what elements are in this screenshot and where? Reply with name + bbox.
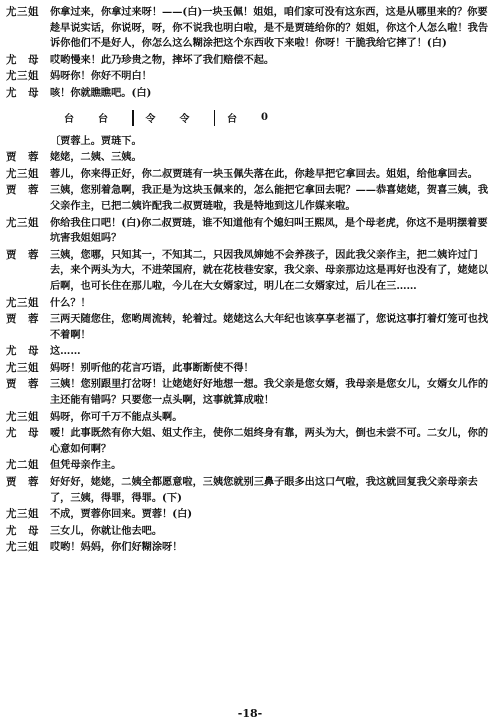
- dialogue-line: [6, 69, 492, 85]
- line-text: 但凭母亲作主。: [50, 459, 122, 472]
- line-text: 你拿过来，你拿过来呀！——(白)一块玉佩！姐姐，咱们家可没有这东西，这是从哪里来的？你要趁早说实话，你说呀，呀，你不说我也明白啦，是不是贾琏给你的？姐姐，你这个人怎么啦！我告诉你他们不是好人，你怎么这么糊涂把这个东西收下来啦！你呀！干脆我给它摔了！(白): [50, 6, 489, 50]
- dialogue-line: [6, 540, 492, 556]
- line-text: 咳！你就瞧瞧吧。(白): [50, 86, 152, 99]
- line-text: 嗳！此事既然有你大姐、姐丈作主，使你二姐终身有靠，两头为大，倒也未尝不可。二女儿，你的心意如何啊？: [50, 427, 489, 455]
- speaker: 尤二姐: [6, 459, 39, 472]
- line-text: 什么？！: [50, 296, 91, 309]
- dialogue-line: [6, 5, 492, 52]
- dialogue-line: [6, 475, 492, 506]
- dialogue-line: [6, 524, 492, 540]
- dialogue-line: [6, 458, 492, 474]
- dialogue-line: [6, 296, 492, 312]
- bar-line: [132, 110, 134, 126]
- dialogue-line: [6, 312, 492, 343]
- dialogue-line: [6, 426, 492, 457]
- dialogue-line: [6, 410, 492, 426]
- dialogue-line: [6, 86, 492, 102]
- line-text: 好好好，姥姥，二姨全都愿意啦，三姨您就别三鼻子眼多出这口气啦，我这就回复我父亲母亲去了，三姨，得罪，得罪。(下): [50, 476, 478, 504]
- speaker: 贾 蓉: [6, 378, 39, 391]
- speaker: 贾 蓉: [6, 184, 39, 197]
- line-text: 妈呀，你可千万不能点头啊。: [50, 410, 183, 423]
- speaker: 尤三姐: [6, 216, 39, 229]
- speaker: 贾 蓉: [6, 248, 39, 261]
- bar-line: [214, 110, 216, 126]
- dialogue-line: [6, 361, 492, 377]
- speaker: 尤三姐: [6, 296, 39, 309]
- line-text: 三姨，您别着急啊，我正是为这块玉佩来的，怎么能把它拿回去呢？——恭喜姥姥，贺喜三姨，我父亲作主，已把二姨许配我二叔贾琏啦，我是特地到这儿作媒来啦。: [50, 184, 489, 212]
- line-text: 哎哟！妈妈，你们好糊涂呀！: [50, 541, 183, 554]
- speaker: 尤 母: [6, 345, 39, 358]
- dialogue-line: [6, 150, 492, 166]
- dialogue-line: [6, 183, 492, 214]
- speaker: 尤三姐: [6, 541, 39, 554]
- page-number: -18-: [237, 707, 263, 720]
- line-text: 哎哟慢来！此乃珍贵之物，摔坏了我们赔偿不起。: [50, 53, 275, 66]
- dialogue-line: [6, 53, 492, 69]
- line-text: 这……: [50, 345, 81, 358]
- dialogue-block-1: [6, 5, 492, 102]
- music-beat: 台: [98, 114, 108, 126]
- music-beat: 台: [227, 114, 237, 126]
- speaker: 尤三姐: [6, 410, 39, 423]
- speaker: 尤三姐: [6, 6, 39, 18]
- line-text: 蓉儿，你来得正好，你二叔贾琏有一块玉佩失落在此，你趁早把它拿回去。姐姐，给他拿回去。: [50, 167, 478, 180]
- speaker: 贾 蓉: [6, 151, 39, 164]
- dialogue-line: [6, 248, 492, 295]
- line-text: 不成，贾蓉你回来。贾蓉！(白): [50, 508, 193, 521]
- music-beat: 令: [145, 114, 156, 126]
- speaker: 尤 母: [6, 86, 39, 99]
- line-text: 妈呀你！你好不明白！: [50, 70, 152, 83]
- speaker: 贾 蓉: [6, 313, 39, 326]
- speaker: 尤 母: [6, 524, 39, 537]
- line-text: 妈呀！别听他的花言巧语，此事断断使不得！: [50, 361, 254, 374]
- music-beat: 台: [64, 114, 74, 126]
- speaker: 尤 母: [6, 427, 39, 440]
- speaker: 尤三姐: [6, 508, 39, 521]
- dialogue-block-2: [6, 150, 492, 556]
- line-text: 三姨！您别跟里打岔呀！让姥姥好好地想一想。我父亲是您女婿，我母亲是您女儿，女婿女儿作的主还能有错吗？只要您一点头啊，这事就算成啦！: [50, 378, 489, 407]
- music-beat: 令: [179, 114, 190, 126]
- speaker: 尤三姐: [6, 70, 39, 83]
- dialogue-line: [6, 507, 492, 523]
- line-text: 三女儿，你就让他去吧。: [50, 524, 163, 537]
- speaker: 尤三姐: [6, 361, 39, 374]
- dialogue-line: [6, 216, 492, 247]
- dialogue-line: [6, 344, 492, 360]
- speaker: 尤三姐: [6, 167, 39, 180]
- dialogue-line: [6, 377, 492, 408]
- music-beat: 0: [261, 112, 268, 124]
- line-text: 三姨，您哪，只知其一，不知其二，只因我凤婶她不会养孩子，因此我父亲作主，把二姨许过门去，来个两头为大，不进荣国府，就在花枝巷安家，我父亲、母亲那边这是再好也没有了，姥姥以后啊，也可长住在那儿啦，今儿在大女婿家过，明儿在二女婿家过，后儿在三……: [50, 248, 489, 292]
- percussion-notation: [64, 106, 492, 130]
- dialogue-line: [6, 167, 492, 183]
- line-text: 你给我住口吧！(白)你二叔贾琏，谁不知道他有个媳妇叫王熙凤，是个母老虎，你这不是明摆着要坑害我姐姐吗？: [50, 216, 488, 245]
- stage-direction: 〔贾蓉上。贾琏下。: [50, 134, 142, 147]
- speaker: 尤 母: [6, 53, 39, 66]
- line-text: 三两天随您住，您哟周流转，轮着过。姥姥这么大年纪也该享享老福了，您说这事打着灯笼可也找不着啊！: [50, 313, 489, 341]
- speaker: 贾 蓉: [6, 476, 39, 489]
- line-text: 姥姥，二姨、三姨。: [50, 151, 142, 164]
